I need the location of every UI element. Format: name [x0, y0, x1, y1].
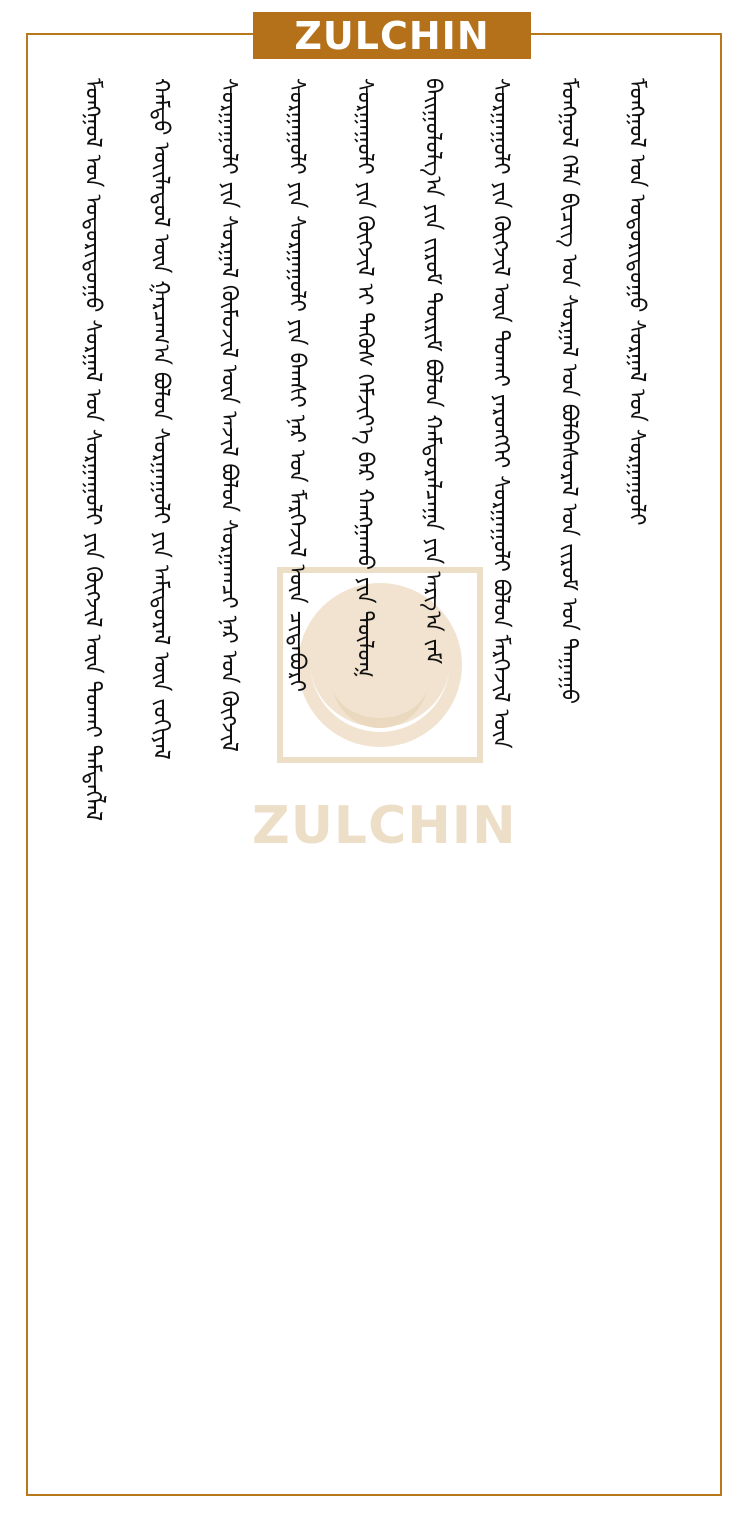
text-column: ᠮᠣᠩᠭᠣᠯ ᠤᠨ ᠤᠳᠤᠷᠢᠳᠤᠭᠤ ᠰᠤᠷᠭᠠᠯ ᠤᠨ ᠰᠤᠷᠭᠠᠭᠤᠯᠢ	[624, 78, 649, 526]
text-column: ᠰᠤᠷᠭᠠᠭᠤᠯᠢ ᠶᠢᠨ ᠰᠤᠷᠭᠠᠯ ᠬᠦᠮᠦᠵᠢᠯ ᠦᠨ ᠠᠵᠢᠯ ᠪᠣᠯᠤᠨ ᠰᠤᠷᠭᠠᠭᠴᠢ ᠨᠠᠷ ᠤᠨ ᠬᠥᠭᠵᠢᠯ	[216, 78, 241, 752]
text-column: ᠰᠤᠷᠭᠠᠭᠤᠯᠢ ᠶᠢᠨ ᠬᠥᠭᠵᠢᠯ ᠦᠨ ᠲᠤᠬᠠᠢ ᠶᠡᠷᠦᠩᠬᠡᠢ ᠰᠤᠷᠭᠠᠭᠤᠯᠢ ᠪᠣᠯᠤᠨ ᠮᠡᠷᠭᠡᠵᠢᠯ ᠦᠨ	[488, 78, 513, 749]
vertical-text-body	[72, 78, 692, 1478]
text-column: ᠮᠣᠩᠭᠣᠯ ᠬᠡᠯᠡ ᠪᠢᠴᠢᠭ ᠤᠨ ᠰᠤᠷᠭᠠᠯ ᠤᠨ ᠪᠣᠯᠪᠠᠰᠤᠷᠠᠯ ᠤᠨ ᠵᠢᠷᠤᠮ ᠤᠨ ᠳᠠᠭᠠᠭᠤ	[556, 78, 581, 705]
text-column: ᠬᠠᠮᠲᠤ ᠦᠢᠯᠡᠳᠦᠯ ᠦᠨ ᠭᠠᠷᠴᠠᠭ᠎ᠠ ᠪᠣᠯᠤᠨ ᠰᠤᠷᠭᠠᠭᠤᠯᠢ ᠶᠢᠨ ᠠᠮᠢᠳᠤᠷᠠᠯ ᠦᠨ ᠵᠣᠬᠢᠶᠠᠯ	[148, 78, 173, 760]
watermark-text: ZULCHIN	[252, 796, 517, 856]
text-column: ᠪᠠᠢᠭᠤᠯᠤᠯᠭ᠎ᠠ ᠶᠢᠨ ᠵᠢᠷᠤᠮ ᠳᠦᠷᠢᠮ ᠪᠣᠯᠤᠨ ᠬᠠᠮᠲᠤᠷᠠᠯᠴᠠᠭᠠ ᠶᠢᠨ ᠠᠷᠭ᠎ᠠ ᠵᠠᠮ	[420, 78, 445, 665]
text-column: ᠰᠤᠷᠭᠠᠭᠤᠯᠢ ᠶᠢᠨ ᠰᠤᠷᠭᠠᠭᠤᠯᠢ ᠶᠢᠨ ᠪᠠᠭᠰᠢ ᠨᠠᠷ ᠤᠨ ᠮᠡᠷᠭᠡᠵᠢᠯ ᠦᠨ ᠴᠢᠳᠠᠪᠤᠷᠢ	[284, 78, 309, 693]
brand-badge-label: ZULCHIN	[294, 13, 490, 58]
text-column: ᠮᠣᠩᠭᠣᠯ ᠤᠨ ᠤᠳᠤᠷᠢᠳᠤᠭᠤ ᠰᠤᠷᠭᠠᠯ ᠤᠨ ᠰᠤᠷᠭᠠᠭᠤᠯᠢ ᠶᠢᠨ ᠬᠥᠭᠵᠢᠯ ᠦᠨ ᠲᠤᠬᠠᠢ ᠲᠡᠮᠳᠡᠭᠯᠡᠯ	[80, 78, 105, 822]
brand-badge	[253, 12, 531, 59]
text-column: ᠰᠤᠷᠭᠠᠭᠤᠯᠢ ᠶᠢᠨ ᠬᠥᠭᠵᠢᠯ ᠢ ᠲᠡᠭᠦᠰ ᠬᠡᠮᠵᠢᠶ᠎ᠡ ᠪᠡᠷ ᠬᠠᠩᠭᠠᠬᠤ ᠶᠢᠨ ᠲᠥᠯᠥᠭ᠍	[352, 78, 377, 678]
